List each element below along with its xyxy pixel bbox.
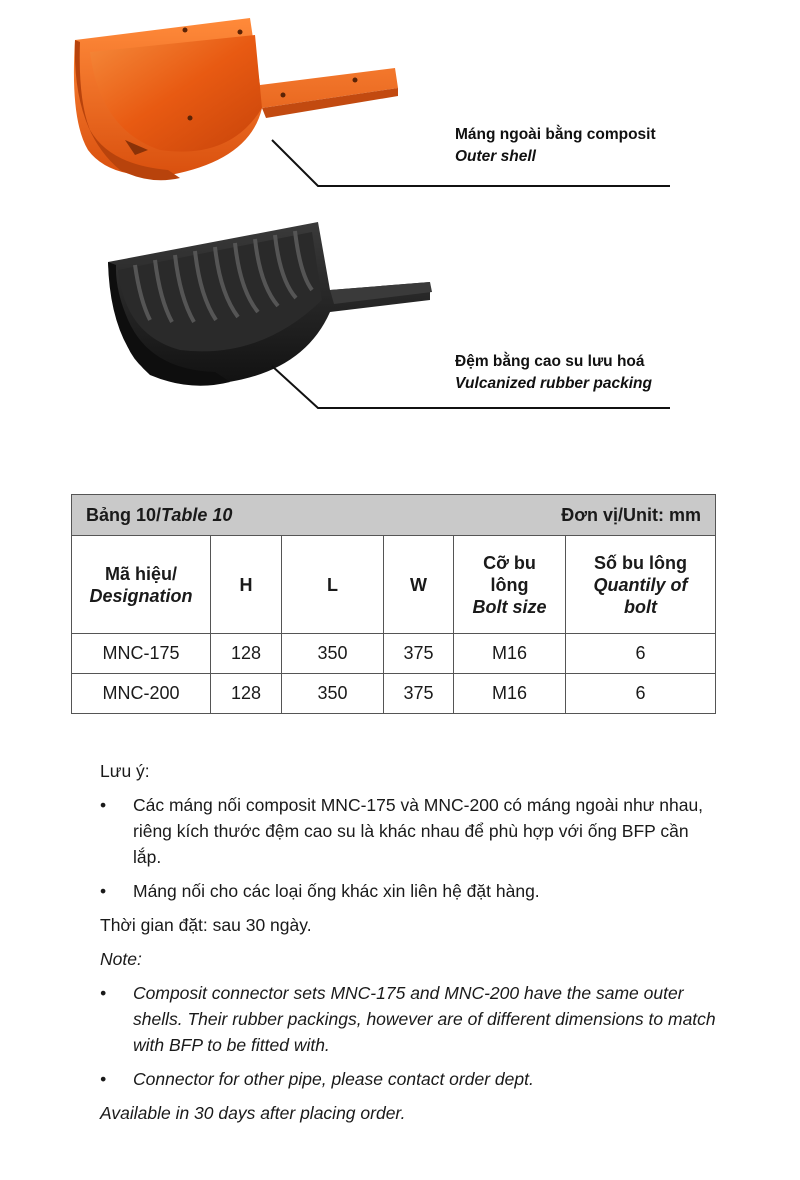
header-bolt-size-vi-1: Cỡ bu: [483, 552, 536, 573]
list-item: [100, 792, 720, 870]
header-designation-vi: Mã hiệu/: [104, 563, 177, 584]
note-text: Composit connector sets MNC-175 and MNC-200 have the same outer shells. Their rubber packings, however are of different dimensions to match with BFP to be fitted with.: [133, 983, 716, 1055]
header-bolt-size-en: Bolt size: [472, 596, 547, 617]
cell-bolt: M16: [454, 634, 566, 674]
table-caption-row: [72, 495, 716, 536]
table-title-vi: Bảng 10/: [86, 504, 162, 525]
note-list-vi: [100, 792, 720, 904]
cell-l: 350: [282, 634, 384, 674]
table-header-row: [72, 536, 716, 634]
outer-shell-label-en: Outer shell: [455, 148, 536, 165]
header-designation: [72, 536, 211, 634]
header-h: H: [211, 536, 282, 634]
table-title: [86, 505, 232, 526]
list-item: [100, 1066, 720, 1092]
rubber-label-vi: Đệm bằng cao su lưu hoá: [455, 353, 645, 370]
outer-shell-label-vi: Máng ngoài bằng composit: [455, 126, 656, 143]
note-list-en: [100, 980, 720, 1092]
note-label-en: Note:: [100, 949, 142, 969]
rubber-label-en: Vulcanized rubber packing: [455, 375, 652, 392]
table-row: [72, 674, 716, 714]
outer-shell-callout: [455, 124, 656, 168]
spec-table: [71, 494, 716, 714]
rubber-callout: [455, 351, 652, 395]
cell-code: MNC-175: [72, 634, 211, 674]
bullet-icon: •: [100, 1069, 107, 1089]
spec-table-wrapper: [71, 494, 715, 714]
order-time-en: Available in 30 days after placing order.: [100, 1103, 406, 1123]
header-quantity-vi: Số bu lông: [594, 552, 687, 573]
notes-section: [100, 758, 720, 1126]
bullet-icon: •: [100, 795, 107, 815]
cell-code: MNC-200: [72, 674, 211, 714]
list-item: [100, 980, 720, 1058]
note-label-vi: Lưu ý:: [100, 761, 150, 781]
bullet-icon: •: [100, 881, 107, 901]
cell-bolt: M16: [454, 674, 566, 714]
table-caption: [72, 495, 716, 536]
header-l: L: [282, 536, 384, 634]
cell-l: 350: [282, 674, 384, 714]
header-bolt-size: [454, 536, 566, 634]
note-text: Connector for other pipe, please contact order dept.: [133, 1069, 534, 1089]
header-bolt-size-vi-2: lông: [490, 574, 529, 595]
outer-shell-image: [74, 18, 398, 180]
connector-illustration: [0, 0, 800, 440]
table-title-en: Table 10: [161, 504, 233, 525]
table-row: [72, 634, 716, 674]
bullet-icon: •: [100, 983, 107, 1003]
header-quantity-en-2: bolt: [624, 596, 658, 617]
header-quantity-en-1: Quantily of: [593, 574, 688, 595]
cell-w: 375: [384, 634, 454, 674]
note-text: Máng nối cho các loại ống khác xin liên hệ đặt hàng.: [133, 881, 540, 901]
product-figure: [0, 0, 800, 440]
cell-h: 128: [211, 674, 282, 714]
list-item: [100, 878, 720, 904]
header-designation-en: Designation: [89, 585, 193, 606]
cell-qty: 6: [566, 674, 716, 714]
cell-h: 128: [211, 634, 282, 674]
order-time-vi: Thời gian đặt: sau 30 ngày.: [100, 915, 312, 935]
table-unit: Đơn vị/Unit: mm: [561, 504, 702, 525]
header-w: W: [384, 536, 454, 634]
header-quantity: [566, 536, 716, 634]
note-text: Các máng nối composit MNC-175 và MNC-200 có máng ngoài như nhau, riêng kích thước đệm cao su là khác nhau để phù hợp với ống BFP cần lắp.: [133, 795, 704, 867]
rubber-packing-image: [108, 222, 432, 386]
cell-w: 375: [384, 674, 454, 714]
cell-qty: 6: [566, 634, 716, 674]
